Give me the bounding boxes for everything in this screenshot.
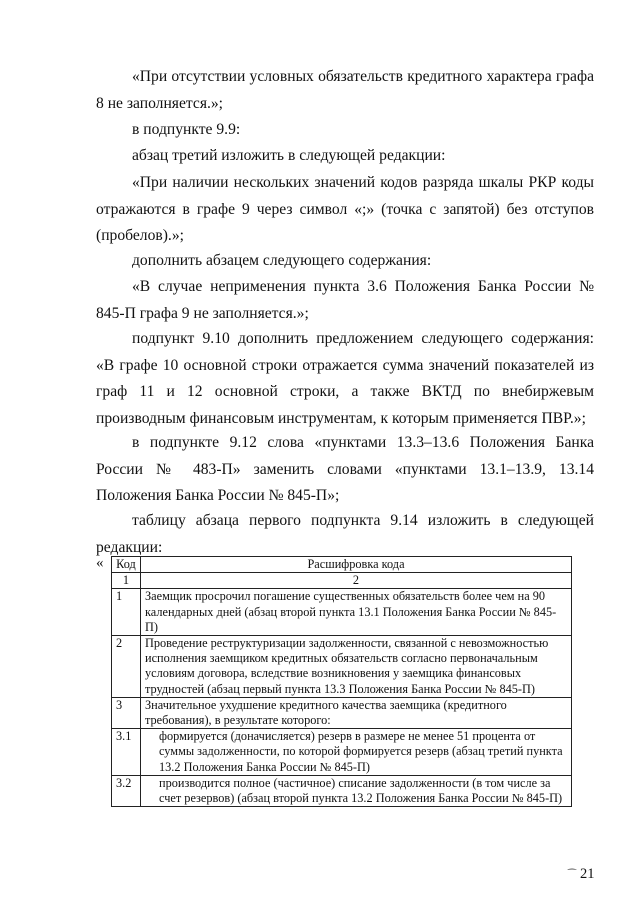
page-number: 21 <box>580 866 595 882</box>
paragraph-rkr-codes: «При наличии нескольких значений кодов разряда шкалы РКР коды отражаются в графе 9 через символ «;» (точка с запятой) без отступов (пробелов).»; <box>96 174 594 244</box>
paragraph-table-intro: таблицу абзаца первого подпункта 9.14 изложить в следующей редакции: <box>96 512 594 556</box>
paragraph-graph8: «При отсутствии условных обязательств кредитного характера графа 8 не заполняется.»; <box>96 68 594 112</box>
description-cell: Значительное ухудшение кредитного качества заемщика (кредитного требования), в результате которого: <box>141 697 572 728</box>
table-open-quote: « <box>96 555 104 571</box>
codes-table <box>111 556 572 807</box>
code-cell: 2 <box>112 636 141 698</box>
code-cell: 1 <box>112 589 141 636</box>
header-code: Код <box>112 557 141 573</box>
paragraph-graph9: «В случае неприменения пункта 3.6 Положения Банка России № 845-П графа 9 не заполняется.»; <box>96 278 594 322</box>
paragraph-subitem-9-12: в подпункте 9.12 слова «пунктами 13.3–13.6 Положения Банка России № 483-П» заменить словами «пунктами 13.1–13.9, 13.14 Положения Банка России № 845-П»; <box>96 434 594 504</box>
page-footer <box>568 866 595 883</box>
paragraph-third-abzats: абзац третий изложить в следующей редакции: <box>132 147 446 164</box>
description-cell: Проведение реструктуризации задолженности, связанной с невозможностью исполнения заемщиком кредитных обязательств согласно первоначальным условиям договора, вследствие возникновения у заемщика финансовых трудностей (абзац первый пункта 13.3 Положения Банка России № 845-П) <box>141 636 572 698</box>
numbering-cell: 1 <box>112 573 141 589</box>
paragraph-subitem-9-10: подпункт 9.10 дополнить предложением следующего содержания: «В графе 10 основной строки отражается сумма значений показателей из граф 11 и 12 основной строки, а также ВКТД по внебиржевым производным финансовым инструментам, к которым применяется ПВР.»; <box>96 330 594 427</box>
description-cell: Заемщик просрочил погашение существенных обязательств более чем на 90 календарных дней (абзац второй пункта 13.1 Положения Банка России № 845-П) <box>141 589 572 636</box>
table-row <box>112 729 572 776</box>
table-row <box>112 775 572 806</box>
code-cell: 3.2 <box>112 775 141 806</box>
scan-mark: ⁀ <box>568 870 577 881</box>
description-cell: производится полное (частичное) списание задолженности (в том числе за счет резервов) (абзац второй пункта 13.2 Положения Банка России № 845-П) <box>141 775 572 806</box>
table-header-row <box>112 557 572 573</box>
table-row <box>112 636 572 698</box>
table-row <box>112 697 572 728</box>
paragraph-subitem-9-9: в подпункте 9.9: <box>132 121 241 138</box>
numbering-cell: 2 <box>141 573 572 589</box>
paragraph-add-abzats: дополнить абзацем следующего содержания: <box>132 252 432 269</box>
description-cell: формируется (доначисляется) резерв в размере не менее 51 процента от суммы задолженности, по которой формируется резерв (абзац третий пункта 13.2 Положения Банка России № 845-П) <box>141 729 572 776</box>
code-cell: 3 <box>112 697 141 728</box>
header-description: Расшифровка кода <box>141 557 572 573</box>
code-cell: 3.1 <box>112 729 141 776</box>
table-numbering-row <box>112 573 572 589</box>
table-row <box>112 589 572 636</box>
